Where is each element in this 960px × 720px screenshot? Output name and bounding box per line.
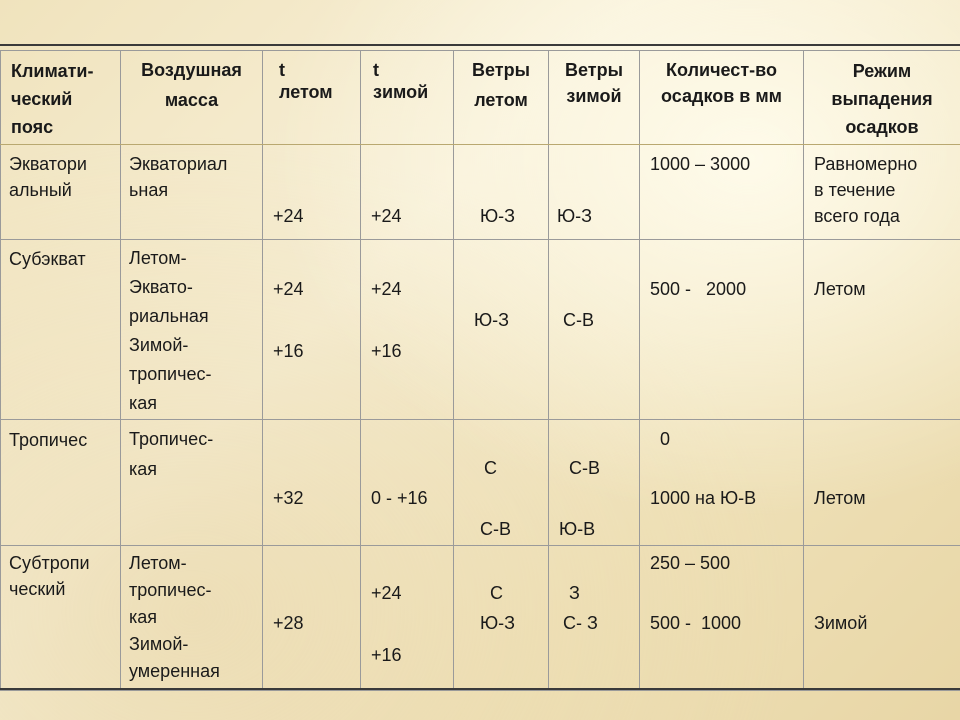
precipitation-value: 500 - 2000 <box>650 279 747 299</box>
wind-winter-value: С- З <box>563 613 598 633</box>
wind-winter-value: Ю-З <box>557 206 593 226</box>
t-summer-value: +28 <box>273 613 304 633</box>
precipitation-value: 250 – 500 <box>650 553 731 573</box>
belt-label: Экватори альный <box>9 154 87 200</box>
table-row <box>1 546 960 691</box>
precipitation-value: 1000 на Ю-В <box>650 488 757 508</box>
header-t-winter-label: t зимой <box>373 60 429 102</box>
regime-value: Летом <box>814 279 866 299</box>
cell-belt <box>1 546 121 691</box>
header-air-mass <box>121 51 263 145</box>
header-air-mass-label: Воздушная масса <box>141 60 242 110</box>
wind-summer-value: С <box>484 458 497 478</box>
cell-regime <box>804 240 960 420</box>
cell-wind-winter <box>549 420 640 546</box>
t-summer-value: +24 <box>273 206 304 226</box>
t-winter-value: +24 <box>371 583 402 603</box>
header-t-winter <box>361 51 454 145</box>
air-mass-label: Летом- тропичес- кая Зимой- умеренная <box>129 553 220 681</box>
wind-summer-value: Ю-З <box>480 613 516 633</box>
header-climate-belt-label: Климати- ческий пояс <box>11 61 94 137</box>
regime-value: Зимой <box>814 613 868 633</box>
t-winter-value: +24 <box>371 206 402 226</box>
belt-label: Субтропи ческий <box>9 553 90 599</box>
regime-value: Летом <box>814 488 866 508</box>
t-summer-value: +24 <box>273 279 304 299</box>
t-winter-value: +16 <box>371 341 402 361</box>
header-climate-belt <box>1 51 121 145</box>
air-mass-label: Экваториал ьная <box>129 154 228 200</box>
wind-summer-value: С <box>490 583 503 603</box>
cell-air-mass <box>121 546 263 691</box>
header-regime-label: Режим выпадения осадков <box>831 61 933 137</box>
cell-precipitation <box>640 420 804 546</box>
cell-wind-summer <box>454 420 549 546</box>
wind-winter-value: Ю-В <box>559 519 596 539</box>
air-mass-label: Летом- Эквато- риальная Зимой- тропичес- кая <box>129 248 212 413</box>
table-row <box>1 145 960 240</box>
wind-winter-value: С-В <box>563 310 594 330</box>
cell-t-winter <box>361 420 454 546</box>
cell-precipitation <box>640 240 804 420</box>
belt-label: Тропичес <box>9 430 88 450</box>
wind-winter-value: З <box>569 583 580 603</box>
wind-summer-value: Ю-З <box>474 310 510 330</box>
header-t-summer-label: t летом <box>279 60 333 102</box>
cell-t-summer <box>263 420 361 546</box>
precipitation-value: 500 - 1000 <box>650 613 742 633</box>
table-row <box>1 240 960 420</box>
regime-value: Равномерно в течение всего года <box>814 154 918 226</box>
cell-wind-winter <box>549 546 640 691</box>
top-rule <box>0 44 960 46</box>
cell-t-summer <box>263 546 361 691</box>
cell-precipitation <box>640 145 804 240</box>
header-precipitation-label: Количест-во осадков в мм <box>661 60 782 106</box>
cell-belt <box>1 420 121 546</box>
cell-air-mass <box>121 145 263 240</box>
cell-regime <box>804 145 960 240</box>
cell-air-mass <box>121 240 263 420</box>
cell-t-summer <box>263 240 361 420</box>
header-precipitation <box>640 51 804 145</box>
precipitation-value: 1000 – 3000 <box>650 154 751 174</box>
t-winter-value: +24 <box>371 279 402 299</box>
header-wind-summer <box>454 51 549 145</box>
header-wind-summer-label: Ветры летом <box>472 60 530 110</box>
t-summer-value: +32 <box>273 488 304 508</box>
t-summer-value: +16 <box>273 341 304 361</box>
cell-belt <box>1 145 121 240</box>
header-row <box>1 51 960 145</box>
t-winter-value: +16 <box>371 645 402 665</box>
cell-regime <box>804 420 960 546</box>
cell-wind-winter <box>549 240 640 420</box>
cell-t-winter <box>361 240 454 420</box>
air-mass-label: Тропичес- кая <box>129 429 214 479</box>
header-wind-winter-label: Ветры зимой <box>565 60 623 106</box>
t-winter-value: 0 - +16 <box>371 488 428 508</box>
wind-summer-value: С-В <box>480 519 511 539</box>
wind-winter-value: С-В <box>569 458 600 478</box>
cell-air-mass <box>121 420 263 546</box>
cell-belt <box>1 240 121 420</box>
header-t-summer <box>263 51 361 145</box>
cell-wind-summer <box>454 240 549 420</box>
wind-summer-value: Ю-З <box>480 206 516 226</box>
belt-label: Субэкват <box>9 249 86 269</box>
cell-t-winter <box>361 145 454 240</box>
header-regime <box>804 51 960 145</box>
cell-wind-summer <box>454 546 549 691</box>
bottom-rule <box>0 688 960 690</box>
cell-t-winter <box>361 546 454 691</box>
climate-table <box>0 50 960 691</box>
cell-t-summer <box>263 145 361 240</box>
cell-wind-winter <box>549 145 640 240</box>
cell-precipitation <box>640 546 804 691</box>
table-row <box>1 420 960 546</box>
cell-wind-summer <box>454 145 549 240</box>
cell-regime <box>804 546 960 691</box>
header-wind-winter <box>549 51 640 145</box>
precipitation-value: 0 <box>660 429 671 449</box>
